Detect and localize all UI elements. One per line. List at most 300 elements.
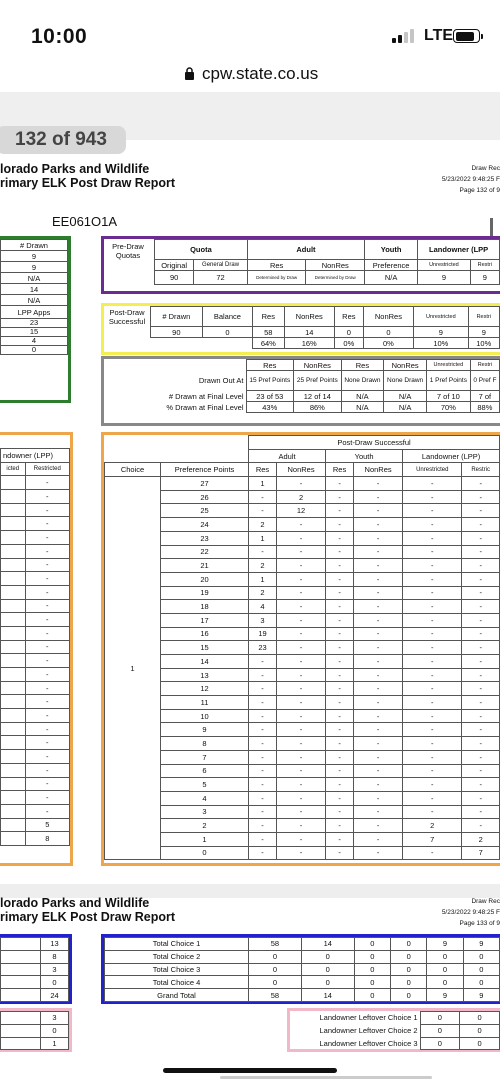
table-cell: [1, 1012, 41, 1025]
table-cell: -: [462, 531, 500, 545]
table-cell: 15 Pref Points: [246, 371, 294, 391]
table-cell: -: [354, 545, 403, 559]
table-cell: -: [354, 600, 403, 614]
table-row: [105, 490, 500, 504]
table-cell: -: [249, 778, 277, 792]
table-cell: -: [277, 764, 326, 778]
table-cell: 7 of: [470, 391, 499, 402]
table-row: [105, 832, 500, 846]
table-row: [105, 641, 500, 655]
table-cell: -: [25, 668, 69, 682]
table-cell: -: [462, 504, 500, 518]
table-row: [1, 695, 70, 709]
table-row: [1, 832, 70, 846]
table-cell: 10%: [468, 338, 499, 349]
table-cell: -: [277, 655, 326, 669]
table-cell: Restricted: [25, 462, 69, 476]
table-cell: 58: [249, 938, 302, 951]
table-cell: -: [462, 723, 500, 737]
table-row: [105, 586, 500, 600]
table-cell: -: [462, 750, 500, 764]
table-cell: [1, 572, 26, 586]
table-row: [1, 346, 68, 355]
table-cell: 10%: [414, 338, 468, 349]
table-cell: -: [25, 476, 69, 490]
table-cell: Determined by Draw: [306, 271, 365, 285]
table-cell: -: [277, 545, 326, 559]
table-cell: [1, 517, 26, 531]
table-cell: [1, 585, 26, 599]
table-cell: -: [326, 682, 354, 696]
table-cell: -: [277, 846, 326, 860]
table-cell: 0: [460, 1024, 500, 1037]
table-cell: -: [326, 572, 354, 586]
column-header: Restri: [470, 360, 499, 371]
table-cell: -: [326, 791, 354, 805]
table-cell: 18: [161, 600, 249, 614]
table-cell: 5: [161, 778, 249, 792]
table-cell: 15: [1, 328, 68, 337]
table-row: [1, 777, 70, 791]
table-cell: -: [25, 804, 69, 818]
table-cell: 23: [1, 319, 68, 328]
table-cell: Quota: [155, 240, 248, 260]
table-cell: N/A: [365, 271, 418, 285]
url-text[interactable]: cpw.state.co.us: [202, 64, 319, 83]
table-cell: Total Choice 2: [105, 950, 249, 963]
table-cell: -: [326, 737, 354, 751]
table-row: [105, 737, 500, 751]
table-row: [1, 668, 70, 682]
table-cell: -: [326, 819, 354, 833]
report-org: lorado Parks and Wildlife: [0, 162, 150, 176]
table-cell: -: [462, 805, 500, 819]
table-row: [150, 371, 500, 391]
table-row: [155, 240, 500, 260]
table-cell: 2: [403, 819, 462, 833]
table-cell: -: [403, 531, 462, 545]
table-cell: 7: [403, 832, 462, 846]
table-cell: -: [277, 641, 326, 655]
table-row: [1, 626, 70, 640]
table-cell: [1, 963, 41, 976]
table-cell: [1, 989, 41, 1002]
table-row: [150, 360, 500, 371]
table-row: [1, 804, 70, 818]
column-header: Choice: [105, 463, 161, 477]
table-cell: -: [326, 778, 354, 792]
column-header: Restri: [468, 307, 499, 327]
table-row: [1, 476, 70, 490]
table-cell: -: [462, 641, 500, 655]
table-cell: -: [403, 477, 462, 491]
column-header: NonRes: [294, 360, 342, 371]
table-cell: -: [25, 640, 69, 654]
table-cell: -: [462, 778, 500, 792]
table-cell: -: [403, 846, 462, 860]
table-cell: 0: [249, 950, 302, 963]
table-cell: 4: [249, 600, 277, 614]
table-cell: [1, 681, 26, 695]
table-cell: -: [249, 709, 277, 723]
column-header: Res: [326, 463, 354, 477]
scroll-indicator[interactable]: [490, 218, 493, 236]
table-cell: 1: [41, 1037, 69, 1050]
column-header: # Drawn: [151, 307, 203, 327]
table-cell: -: [403, 655, 462, 669]
table-row: [290, 1024, 500, 1037]
pre-draw-table: [154, 239, 500, 285]
table-cell: -: [277, 805, 326, 819]
table-cell: 0: [354, 963, 390, 976]
table-cell: -: [326, 750, 354, 764]
table-cell: 3: [41, 963, 69, 976]
table-cell: -: [462, 709, 500, 723]
table-row: [1, 599, 70, 613]
table-cell: 26: [161, 490, 249, 504]
table-row: [1, 791, 70, 805]
table-cell: -: [462, 682, 500, 696]
report-page: Page 132 of 9: [459, 187, 500, 194]
table-cell: [1, 709, 26, 723]
table-cell: 11: [161, 696, 249, 710]
totals-table: [104, 937, 500, 1002]
table-cell: 0: [301, 950, 354, 963]
left-lpp-table: [0, 448, 70, 846]
table-row: [1, 306, 68, 319]
table-cell: [1, 531, 26, 545]
table-cell: 0: [391, 938, 427, 951]
table-cell: 3: [249, 613, 277, 627]
table-cell: 23 of 53: [246, 391, 294, 402]
table-row: [1, 337, 68, 346]
table-cell: -: [25, 791, 69, 805]
table-cell: 22: [161, 545, 249, 559]
table-cell: 8: [25, 832, 69, 846]
table-cell: -: [462, 477, 500, 491]
table-cell: 24: [41, 989, 69, 1002]
table-cell: -: [462, 613, 500, 627]
table-cell: 0: [41, 1024, 69, 1037]
table-row: [1, 273, 68, 284]
table-cell: -: [354, 559, 403, 573]
table-cell: 0: [463, 950, 499, 963]
table-cell: -: [277, 613, 326, 627]
table-cell: -: [277, 709, 326, 723]
table-cell: -: [326, 504, 354, 518]
table-cell: 0: [427, 976, 463, 989]
table-cell: # Drawn at Final Level: [168, 391, 244, 401]
left-total-table: [0, 937, 69, 1002]
leftover-table: [290, 1011, 500, 1050]
table-cell: 17: [161, 613, 249, 627]
table-cell: -: [249, 846, 277, 860]
clock: 10:00: [31, 25, 88, 48]
table-row: [105, 791, 500, 805]
table-cell: [1, 722, 26, 736]
table-cell: -: [462, 791, 500, 805]
table-cell: [1, 695, 26, 709]
table-row: [1, 950, 69, 963]
table-cell: -: [354, 764, 403, 778]
table-cell: Landowner Leftover Choice 3: [319, 1038, 418, 1048]
table-cell: -: [25, 763, 69, 777]
table-cell: -: [249, 668, 277, 682]
table-cell: -: [25, 777, 69, 791]
table-row: [1, 544, 70, 558]
table-cell: -: [326, 655, 354, 669]
table-row: [105, 805, 500, 819]
table-cell: -: [25, 558, 69, 572]
table-row: [1, 284, 68, 295]
table-cell: -: [25, 709, 69, 723]
table-cell: 0%: [334, 338, 363, 349]
table-cell: N/A: [384, 391, 427, 402]
table-row: [105, 655, 500, 669]
table-cell: -: [354, 805, 403, 819]
table-row: [1, 585, 70, 599]
table-row: [105, 938, 500, 951]
home-indicator-secondary: [220, 1076, 432, 1079]
table-cell: Youth: [365, 240, 418, 260]
column-header: NonRes: [363, 307, 413, 327]
column-header: Unrestricted: [414, 307, 468, 327]
table-cell: 0: [354, 950, 390, 963]
table-cell: -: [277, 668, 326, 682]
table-cell: 14: [1, 284, 68, 295]
table-row: [1, 1037, 69, 1050]
table-cell: [1, 750, 26, 764]
table-row: [1, 938, 69, 951]
table-cell: 0: [460, 1012, 500, 1025]
column-header: Res: [341, 360, 384, 371]
table-cell: -: [403, 627, 462, 641]
table-cell: -: [25, 599, 69, 613]
table-cell: -: [249, 819, 277, 833]
table-cell: icted: [1, 462, 26, 476]
table-row: [105, 963, 500, 976]
table-cell: -: [277, 791, 326, 805]
table-row: [105, 696, 500, 710]
table-cell: 24: [161, 518, 249, 532]
table-cell: 0: [391, 950, 427, 963]
table-cell: -: [354, 655, 403, 669]
table-cell: 0: [161, 846, 249, 860]
table-cell: 10: [161, 709, 249, 723]
table-row: [1, 517, 70, 531]
table-cell: 1: [249, 477, 277, 491]
table-row: [105, 627, 500, 641]
table-cell: -: [249, 737, 277, 751]
table-cell: General Draw: [194, 260, 248, 271]
table-cell: Restri: [470, 260, 499, 271]
table-cell: -: [249, 723, 277, 737]
table-cell: 8: [41, 950, 69, 963]
table-cell: 0: [463, 963, 499, 976]
table-cell: [1, 626, 26, 640]
table-row: [1, 750, 70, 764]
column-header: Unrestricted: [403, 463, 462, 477]
table-cell: Youth: [326, 449, 403, 463]
table-cell: 0: [391, 989, 427, 1002]
table-cell: 1 Pref Points: [426, 371, 470, 391]
table-cell: 2: [249, 586, 277, 600]
table-cell: -: [462, 600, 500, 614]
draw-label: Draw Rec: [471, 165, 500, 172]
table-cell: -: [403, 682, 462, 696]
table-cell: 1: [161, 832, 249, 846]
table-cell: N/A: [341, 391, 384, 402]
table-row: [1, 462, 70, 476]
table-cell: -: [403, 518, 462, 532]
table-cell: -: [354, 846, 403, 860]
table-row: [105, 778, 500, 792]
table-cell: Total Choice 4: [105, 976, 249, 989]
table-cell: 14: [301, 938, 354, 951]
table-cell: -: [354, 737, 403, 751]
table-row: [105, 559, 500, 573]
table-cell: Res: [247, 260, 306, 271]
post-draw-label: Post-Draw Successful: [108, 308, 146, 326]
table-cell: 9: [161, 723, 249, 737]
table-cell: 0: [354, 976, 390, 989]
table-cell: N/A: [384, 402, 427, 413]
table-cell: % Drawn at Final Level: [166, 402, 244, 412]
table-cell: [1, 804, 26, 818]
table-cell: Original: [155, 260, 194, 271]
table-cell: -: [354, 696, 403, 710]
table-cell: -: [326, 846, 354, 860]
table-cell: -: [249, 805, 277, 819]
table-cell: 20: [161, 572, 249, 586]
table-row: [150, 402, 500, 413]
table-cell: [1, 476, 26, 490]
table-cell: -: [277, 586, 326, 600]
table-cell: None Drawn: [341, 371, 384, 391]
table-cell: -: [277, 518, 326, 532]
table-row: [105, 750, 500, 764]
table-cell: -: [354, 832, 403, 846]
table-cell: [150, 360, 246, 371]
table-cell: -: [354, 819, 403, 833]
table-cell: -: [326, 490, 354, 504]
table-cell: -: [25, 626, 69, 640]
table-cell: 0: [249, 976, 302, 989]
table-cell: -: [326, 586, 354, 600]
table-row: [1, 654, 70, 668]
table-cell: -: [462, 559, 500, 573]
table-cell: -: [326, 477, 354, 491]
draw-label-2: Draw Rec: [471, 898, 500, 905]
table-cell: -: [403, 791, 462, 805]
table-cell: 0: [460, 1037, 500, 1050]
table-cell: Adult: [247, 240, 364, 260]
table-cell: -: [354, 586, 403, 600]
table-cell: -: [277, 832, 326, 846]
table-row: [1, 963, 69, 976]
table-cell: 0: [202, 327, 252, 338]
report-timestamp: 5/23/2022 9:48:25 F: [441, 176, 500, 183]
table-cell: -: [354, 627, 403, 641]
table-cell: 72: [194, 271, 248, 285]
column-header: Unrestricted: [426, 360, 470, 371]
table-cell: -: [277, 531, 326, 545]
table-cell: -: [462, 696, 500, 710]
lock-icon: [184, 67, 195, 80]
table-row: [105, 545, 500, 559]
table-cell: -: [326, 627, 354, 641]
table-cell: -: [462, 668, 500, 682]
table-cell: -: [326, 709, 354, 723]
table-cell: 12: [277, 504, 326, 518]
table-cell: 3: [161, 805, 249, 819]
table-cell: -: [462, 764, 500, 778]
column-header: Preference Points: [161, 463, 249, 477]
network-label: LTE: [424, 27, 454, 44]
table-cell: -: [326, 805, 354, 819]
table-row: [105, 723, 500, 737]
table-row: [1, 319, 68, 328]
column-header: Res: [246, 360, 294, 371]
table-cell: 0: [301, 963, 354, 976]
table-cell: 0: [427, 963, 463, 976]
table-row: [1, 531, 70, 545]
table-row: [105, 668, 500, 682]
table-cell: 0 Pref F: [470, 371, 499, 391]
report-org-2: lorado Parks and Wildlife: [0, 896, 150, 910]
table-cell: 43%: [246, 402, 294, 413]
table-cell: -: [277, 737, 326, 751]
main-results-table: [104, 435, 500, 860]
table-cell: 2: [161, 819, 249, 833]
table-cell: 2: [462, 832, 500, 846]
table-cell: Landowner (LPP): [403, 449, 500, 463]
column-header: NonRes: [284, 307, 334, 327]
table-cell: -: [403, 737, 462, 751]
table-row: [1, 490, 70, 504]
signal-icon: [392, 29, 414, 43]
table-cell: 9: [470, 271, 499, 285]
table-cell: ndowner (LPP): [1, 449, 70, 463]
table-row: [1, 328, 68, 337]
table-cell: 0: [420, 1037, 460, 1050]
table-cell: -: [326, 696, 354, 710]
table-cell: -: [25, 750, 69, 764]
table-cell: -: [403, 559, 462, 573]
table-cell: -: [249, 490, 277, 504]
table-row: [1, 251, 68, 262]
table-cell: 0: [363, 327, 413, 338]
table-cell: -: [354, 750, 403, 764]
table-row: [105, 819, 500, 833]
table-cell: -: [277, 682, 326, 696]
table-cell: 1: [249, 572, 277, 586]
table-row: [151, 327, 500, 338]
table-cell: 0: [354, 938, 390, 951]
table-cell: -: [462, 627, 500, 641]
table-cell: -: [326, 518, 354, 532]
table-cell: [1, 1037, 41, 1050]
table-cell: 9: [418, 271, 470, 285]
table-cell: None Drawn: [384, 371, 427, 391]
home-indicator[interactable]: [163, 1068, 337, 1073]
table-cell: [1, 503, 26, 517]
table-cell: 21: [161, 559, 249, 573]
table-cell: -: [25, 722, 69, 736]
table-cell: -: [326, 613, 354, 627]
table-cell: -: [403, 572, 462, 586]
table-cell: [1, 613, 26, 627]
